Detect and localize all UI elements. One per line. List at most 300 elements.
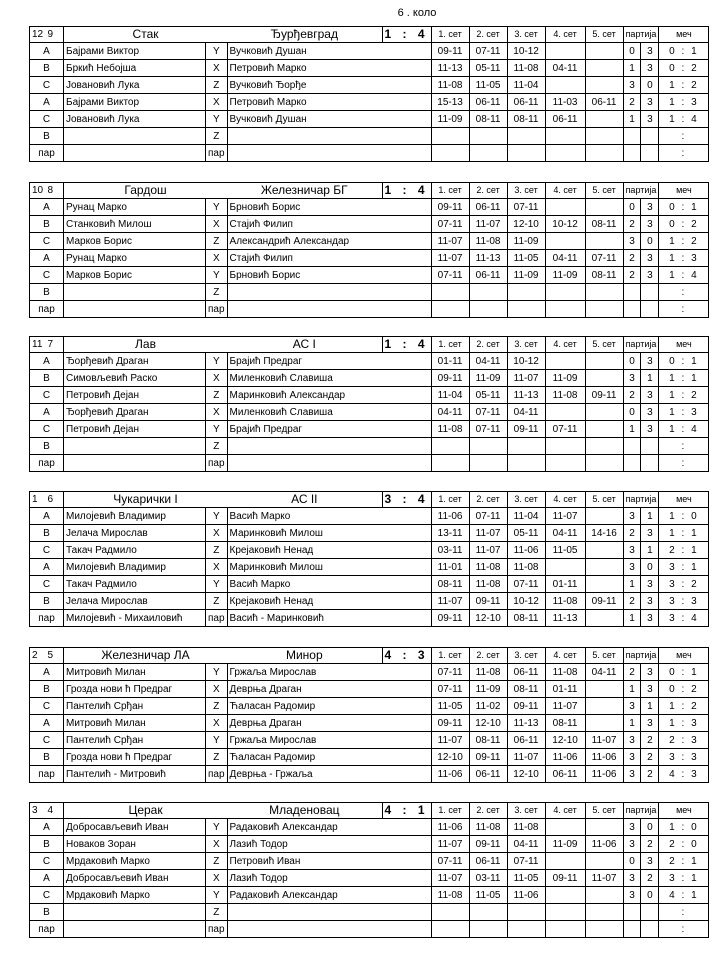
sets-won-away bbox=[641, 301, 659, 318]
set-score bbox=[585, 353, 623, 370]
sets-won-away: 1 bbox=[641, 542, 659, 559]
game-row bbox=[30, 128, 709, 145]
away-position: X bbox=[206, 404, 228, 421]
set-score bbox=[585, 559, 623, 576]
set-score: 11-04 bbox=[507, 508, 545, 525]
home-player: Милојевић - Михаиловић bbox=[64, 610, 206, 627]
set-score: 11-08 bbox=[545, 664, 585, 681]
running-match-score: 0 : 2 bbox=[659, 681, 709, 698]
set-score: 11-09 bbox=[469, 370, 507, 387]
away-position: Y bbox=[206, 267, 228, 284]
set-score: 07-11 bbox=[431, 267, 469, 284]
sets-won-home: 0 bbox=[623, 353, 641, 370]
set-score: 11-06 bbox=[431, 508, 469, 525]
set-score: 11-01 bbox=[431, 559, 469, 576]
home-player: Јовановић Лука bbox=[64, 111, 206, 128]
set-score: 11-05 bbox=[507, 870, 545, 887]
sets-won-home bbox=[623, 284, 641, 301]
running-match-score: 0 : 1 bbox=[659, 664, 709, 681]
away-team-name: Ђурђевград bbox=[227, 27, 382, 43]
set-score: 11-05 bbox=[507, 250, 545, 267]
home-position: A bbox=[30, 250, 64, 267]
game-row bbox=[30, 250, 709, 267]
match-table bbox=[29, 647, 709, 783]
set-score bbox=[431, 455, 469, 472]
sets-won-away: 3 bbox=[641, 267, 659, 284]
team-number-home: 10 bbox=[30, 183, 46, 199]
home-position: C bbox=[30, 698, 64, 715]
set-score: 04-11 bbox=[507, 404, 545, 421]
team-number-home: 12 bbox=[30, 27, 46, 43]
away-player: Гржаља Мирослав bbox=[227, 732, 431, 749]
set-score bbox=[585, 43, 623, 60]
mec-header: меч bbox=[659, 803, 709, 819]
game-row bbox=[30, 353, 709, 370]
round-number: 6 bbox=[397, 7, 404, 19]
set-score: 10-12 bbox=[545, 216, 585, 233]
set-score bbox=[545, 301, 585, 318]
away-position: Z bbox=[206, 593, 228, 610]
match-result: 1 : 4 bbox=[382, 337, 431, 353]
away-position: X bbox=[206, 250, 228, 267]
running-match-score: 0 : 2 bbox=[659, 60, 709, 77]
set-header: 1. сет bbox=[431, 183, 469, 199]
running-match-score: 0 : 1 bbox=[659, 199, 709, 216]
home-position: B bbox=[30, 128, 64, 145]
game-row bbox=[30, 870, 709, 887]
set-score: 06-11 bbox=[545, 111, 585, 128]
sets-won-home bbox=[623, 301, 641, 318]
set-score: 09-11 bbox=[431, 370, 469, 387]
away-position: Z bbox=[206, 438, 228, 455]
game-row bbox=[30, 836, 709, 853]
away-player bbox=[227, 904, 431, 921]
away-position: Z bbox=[206, 853, 228, 870]
sets-won-home: 3 bbox=[623, 819, 641, 836]
game-row bbox=[30, 766, 709, 783]
set-score bbox=[545, 404, 585, 421]
set-score: 07-11 bbox=[469, 508, 507, 525]
running-match-score: 1 : 2 bbox=[659, 387, 709, 404]
set-score: 09-11 bbox=[469, 836, 507, 853]
mec-header: меч bbox=[659, 648, 709, 664]
team-number-home: 11 bbox=[30, 337, 46, 353]
away-position: Y bbox=[206, 199, 228, 216]
set-score: 11-05 bbox=[469, 887, 507, 904]
sets-won-away: 3 bbox=[641, 853, 659, 870]
away-player: Крејаковић Ненад bbox=[227, 542, 431, 559]
sets-won-away: 3 bbox=[641, 715, 659, 732]
sets-won-away: 2 bbox=[641, 732, 659, 749]
set-score bbox=[507, 921, 545, 938]
away-position: пар bbox=[206, 921, 228, 938]
sets-won-home: 2 bbox=[623, 216, 641, 233]
set-score: 10-12 bbox=[507, 353, 545, 370]
home-position: C bbox=[30, 542, 64, 559]
sets-won-home bbox=[623, 455, 641, 472]
set-score: 11-08 bbox=[507, 559, 545, 576]
home-position: A bbox=[30, 94, 64, 111]
set-score: 07-11 bbox=[545, 421, 585, 438]
sets-won-away: 2 bbox=[641, 870, 659, 887]
game-row bbox=[30, 111, 709, 128]
set-score: 06-11 bbox=[469, 267, 507, 284]
match-header-row bbox=[30, 337, 709, 353]
set-score: 08-11 bbox=[507, 681, 545, 698]
set-score: 08-11 bbox=[507, 610, 545, 627]
set-score: 11-08 bbox=[469, 819, 507, 836]
sets-won-away: 0 bbox=[641, 887, 659, 904]
home-player bbox=[64, 284, 206, 301]
set-score: 07-11 bbox=[507, 199, 545, 216]
set-score bbox=[585, 145, 623, 162]
game-row bbox=[30, 610, 709, 627]
home-player: Пантелић Срђан bbox=[64, 732, 206, 749]
running-match-score: 0 : 1 bbox=[659, 43, 709, 60]
set-score: 11-07 bbox=[469, 216, 507, 233]
set-score: 08-11 bbox=[585, 267, 623, 284]
sets-won-away: 3 bbox=[641, 404, 659, 421]
away-player: Васић Марко bbox=[227, 508, 431, 525]
home-player: Митровић Милан bbox=[64, 715, 206, 732]
set-score: 03-11 bbox=[469, 870, 507, 887]
sets-won-away: 3 bbox=[641, 664, 659, 681]
match-result: 1 : 4 bbox=[382, 27, 431, 43]
away-position: X bbox=[206, 94, 228, 111]
set-score: 11-08 bbox=[431, 887, 469, 904]
game-row bbox=[30, 233, 709, 250]
away-player bbox=[227, 301, 431, 318]
set-score bbox=[469, 921, 507, 938]
set-score bbox=[585, 904, 623, 921]
team-number-away: 4 bbox=[46, 803, 64, 819]
set-score bbox=[431, 438, 469, 455]
home-player: Марков Борис bbox=[64, 233, 206, 250]
sets-won-away: 0 bbox=[641, 559, 659, 576]
home-player: Петровић Дејан bbox=[64, 421, 206, 438]
sets-won-home: 0 bbox=[623, 43, 641, 60]
running-match-score: 1 : 0 bbox=[659, 508, 709, 525]
sets-won-away: 3 bbox=[641, 610, 659, 627]
home-team-name: Гардош bbox=[64, 183, 228, 199]
away-player: Стајић Филип bbox=[227, 250, 431, 267]
game-row bbox=[30, 199, 709, 216]
set-score: 11-07 bbox=[545, 508, 585, 525]
partija-header: партија bbox=[623, 803, 659, 819]
set-score: 11-09 bbox=[545, 836, 585, 853]
away-position: X bbox=[206, 60, 228, 77]
set-score bbox=[585, 576, 623, 593]
set-score bbox=[585, 60, 623, 77]
away-player: Радаковић Александар bbox=[227, 887, 431, 904]
home-player: Бајрами Виктор bbox=[64, 43, 206, 60]
home-position: пар bbox=[30, 145, 64, 162]
home-position: A bbox=[30, 715, 64, 732]
round-label: коло bbox=[412, 7, 437, 19]
sets-won-home: 2 bbox=[623, 94, 641, 111]
home-player: Јелача Мирослав bbox=[64, 525, 206, 542]
sets-won-home: 3 bbox=[623, 836, 641, 853]
home-player bbox=[64, 301, 206, 318]
set-header: 3. сет bbox=[507, 27, 545, 43]
sets-won-home: 0 bbox=[623, 404, 641, 421]
sets-won-away: 2 bbox=[641, 749, 659, 766]
set-score bbox=[545, 199, 585, 216]
team-number-away: 9 bbox=[46, 27, 64, 43]
sets-won-away: 3 bbox=[641, 593, 659, 610]
running-match-score: : bbox=[659, 145, 709, 162]
away-position: Z bbox=[206, 284, 228, 301]
away-player: Петровић Иван bbox=[227, 853, 431, 870]
sets-won-home: 2 bbox=[623, 525, 641, 542]
set-score: 11-07 bbox=[545, 698, 585, 715]
sets-won-home bbox=[623, 145, 641, 162]
away-player bbox=[227, 921, 431, 938]
away-position: X bbox=[206, 525, 228, 542]
sets-won-away: 3 bbox=[641, 681, 659, 698]
set-header: 1. сет bbox=[431, 27, 469, 43]
set-score: 09-11 bbox=[585, 387, 623, 404]
set-score: 05-11 bbox=[469, 60, 507, 77]
sets-won-home bbox=[623, 438, 641, 455]
set-score: 04-11 bbox=[545, 525, 585, 542]
away-position: пар bbox=[206, 145, 228, 162]
home-player: Јовановић Лука bbox=[64, 77, 206, 94]
set-score: 04-11 bbox=[585, 664, 623, 681]
set-score: 01-11 bbox=[431, 353, 469, 370]
running-match-score: 0 : 1 bbox=[659, 353, 709, 370]
away-position: Z bbox=[206, 77, 228, 94]
match-table bbox=[29, 802, 709, 938]
sets-won-home bbox=[623, 921, 641, 938]
set-score: 10-12 bbox=[507, 43, 545, 60]
home-position: B bbox=[30, 904, 64, 921]
round-header: 6 . коло bbox=[397, 7, 437, 19]
team-number-away: 7 bbox=[46, 337, 64, 353]
running-match-score: 2 : 3 bbox=[659, 732, 709, 749]
set-score: 07-11 bbox=[431, 664, 469, 681]
partija-header: партија bbox=[623, 648, 659, 664]
set-score: 09-11 bbox=[585, 593, 623, 610]
sets-won-home: 2 bbox=[623, 267, 641, 284]
set-score: 07-11 bbox=[431, 216, 469, 233]
home-position: C bbox=[30, 887, 64, 904]
set-score bbox=[545, 887, 585, 904]
running-match-score: 4 : 1 bbox=[659, 887, 709, 904]
home-position: A bbox=[30, 559, 64, 576]
game-row bbox=[30, 559, 709, 576]
home-position: B bbox=[30, 593, 64, 610]
sets-won-home: 2 bbox=[623, 387, 641, 404]
away-player: Васић Марко bbox=[227, 576, 431, 593]
sets-won-home: 3 bbox=[623, 887, 641, 904]
home-player: Грозда нови ћ Предраг bbox=[64, 749, 206, 766]
game-row bbox=[30, 921, 709, 938]
set-header: 1. сет bbox=[431, 803, 469, 819]
set-score: 11-06 bbox=[507, 887, 545, 904]
away-player: Брновић Борис bbox=[227, 267, 431, 284]
sets-won-home: 3 bbox=[623, 766, 641, 783]
running-match-score: 1 : 1 bbox=[659, 525, 709, 542]
home-player: Новаков Зоран bbox=[64, 836, 206, 853]
set-score bbox=[585, 128, 623, 145]
sets-won-away bbox=[641, 455, 659, 472]
home-position: C bbox=[30, 233, 64, 250]
set-score: 09-11 bbox=[469, 593, 507, 610]
away-player: Петровић Марко bbox=[227, 94, 431, 111]
sets-won-away bbox=[641, 145, 659, 162]
away-player: Деврња Драган bbox=[227, 681, 431, 698]
set-score: 06-11 bbox=[469, 853, 507, 870]
away-position: X bbox=[206, 715, 228, 732]
set-score bbox=[545, 559, 585, 576]
away-player: Маринковић Милош bbox=[227, 559, 431, 576]
game-row bbox=[30, 421, 709, 438]
home-player: Рунац Марко bbox=[64, 199, 206, 216]
away-player bbox=[227, 284, 431, 301]
set-score: 08-11 bbox=[507, 111, 545, 128]
home-team-name: Лав bbox=[64, 337, 228, 353]
set-score: 12-10 bbox=[469, 610, 507, 627]
match-header-row bbox=[30, 27, 709, 43]
running-match-score: 3 : 1 bbox=[659, 870, 709, 887]
set-score: 11-05 bbox=[469, 77, 507, 94]
set-header: 3. сет bbox=[507, 492, 545, 508]
running-match-score: 2 : 1 bbox=[659, 853, 709, 870]
set-score bbox=[545, 77, 585, 94]
home-position: B bbox=[30, 681, 64, 698]
sets-won-away bbox=[641, 128, 659, 145]
set-score bbox=[507, 904, 545, 921]
set-score bbox=[585, 853, 623, 870]
home-player: Пантелић Срђан bbox=[64, 698, 206, 715]
set-score bbox=[585, 698, 623, 715]
game-row bbox=[30, 542, 709, 559]
set-score: 09-11 bbox=[545, 870, 585, 887]
set-score: 11-07 bbox=[431, 870, 469, 887]
set-score bbox=[545, 819, 585, 836]
set-score: 11-08 bbox=[469, 233, 507, 250]
running-match-score: 1 : 4 bbox=[659, 267, 709, 284]
game-row bbox=[30, 216, 709, 233]
set-header: 5. сет bbox=[585, 492, 623, 508]
set-header: 2. сет bbox=[469, 337, 507, 353]
home-position: C bbox=[30, 853, 64, 870]
away-player: Васић - Маринковић bbox=[227, 610, 431, 627]
home-player: Добросављевић Иван bbox=[64, 819, 206, 836]
sets-won-home: 3 bbox=[623, 542, 641, 559]
set-header: 2. сет bbox=[469, 648, 507, 664]
away-player: Ћаласан Радомир bbox=[227, 749, 431, 766]
running-match-score: 1 : 1 bbox=[659, 370, 709, 387]
partija-header: партија bbox=[623, 27, 659, 43]
home-player: Бркић Небојша bbox=[64, 60, 206, 77]
running-match-score: : bbox=[659, 904, 709, 921]
set-score bbox=[507, 438, 545, 455]
mec-header: меч bbox=[659, 183, 709, 199]
set-score bbox=[545, 145, 585, 162]
match-header-row bbox=[30, 803, 709, 819]
set-score: 12-10 bbox=[507, 766, 545, 783]
sets-won-home: 2 bbox=[623, 250, 641, 267]
sets-won-home: 1 bbox=[623, 576, 641, 593]
set-score bbox=[585, 284, 623, 301]
game-row bbox=[30, 455, 709, 472]
team-number-away: 6 bbox=[46, 492, 64, 508]
sets-won-away bbox=[641, 921, 659, 938]
set-score bbox=[469, 904, 507, 921]
home-player: Марков Борис bbox=[64, 267, 206, 284]
game-row bbox=[30, 681, 709, 698]
set-score: 07-11 bbox=[469, 43, 507, 60]
home-position: C bbox=[30, 576, 64, 593]
set-header: 5. сет bbox=[585, 183, 623, 199]
set-score: 10-12 bbox=[507, 593, 545, 610]
set-score bbox=[469, 128, 507, 145]
away-position: пар bbox=[206, 455, 228, 472]
set-score: 12-10 bbox=[469, 715, 507, 732]
away-player: Вучковић Душан bbox=[227, 111, 431, 128]
set-score: 11-06 bbox=[585, 766, 623, 783]
sets-won-home: 3 bbox=[623, 77, 641, 94]
sets-won-away: 0 bbox=[641, 233, 659, 250]
running-match-score: 3 : 3 bbox=[659, 593, 709, 610]
home-player: Мрдаковић Марко bbox=[64, 887, 206, 904]
set-score: 04-11 bbox=[545, 250, 585, 267]
set-score: 11-06 bbox=[507, 542, 545, 559]
set-score bbox=[545, 43, 585, 60]
home-position: A bbox=[30, 43, 64, 60]
home-position: B bbox=[30, 438, 64, 455]
running-match-score: : bbox=[659, 921, 709, 938]
sets-won-away: 3 bbox=[641, 216, 659, 233]
set-score bbox=[545, 128, 585, 145]
sets-won-away: 2 bbox=[641, 836, 659, 853]
sets-won-away: 1 bbox=[641, 370, 659, 387]
running-match-score: 1 : 3 bbox=[659, 715, 709, 732]
home-position: C bbox=[30, 732, 64, 749]
team-number-home: 2 bbox=[30, 648, 46, 664]
sets-won-home: 0 bbox=[623, 853, 641, 870]
away-position: X bbox=[206, 559, 228, 576]
set-score: 04-11 bbox=[507, 836, 545, 853]
set-score bbox=[431, 128, 469, 145]
set-score bbox=[431, 904, 469, 921]
away-team-name: Минор bbox=[227, 648, 382, 664]
set-score: 11-08 bbox=[545, 593, 585, 610]
set-score bbox=[545, 353, 585, 370]
match-header-row bbox=[30, 648, 709, 664]
away-position: Z bbox=[206, 904, 228, 921]
away-position: Y bbox=[206, 353, 228, 370]
match-table bbox=[29, 182, 709, 318]
home-player: Митровић Милан bbox=[64, 664, 206, 681]
away-player: Стајић Филип bbox=[227, 216, 431, 233]
set-score: 01-11 bbox=[545, 681, 585, 698]
set-score: 11-13 bbox=[545, 610, 585, 627]
sets-won-away: 3 bbox=[641, 250, 659, 267]
away-position: X bbox=[206, 370, 228, 387]
match-header-row bbox=[30, 492, 709, 508]
home-team-name: Железничар ЛА bbox=[64, 648, 228, 664]
home-position: A bbox=[30, 508, 64, 525]
set-score bbox=[545, 438, 585, 455]
set-score: 11-04 bbox=[431, 387, 469, 404]
partija-header: партија bbox=[623, 492, 659, 508]
away-team-name: Младеновац bbox=[227, 803, 382, 819]
home-position: A bbox=[30, 870, 64, 887]
set-score: 01-11 bbox=[545, 576, 585, 593]
